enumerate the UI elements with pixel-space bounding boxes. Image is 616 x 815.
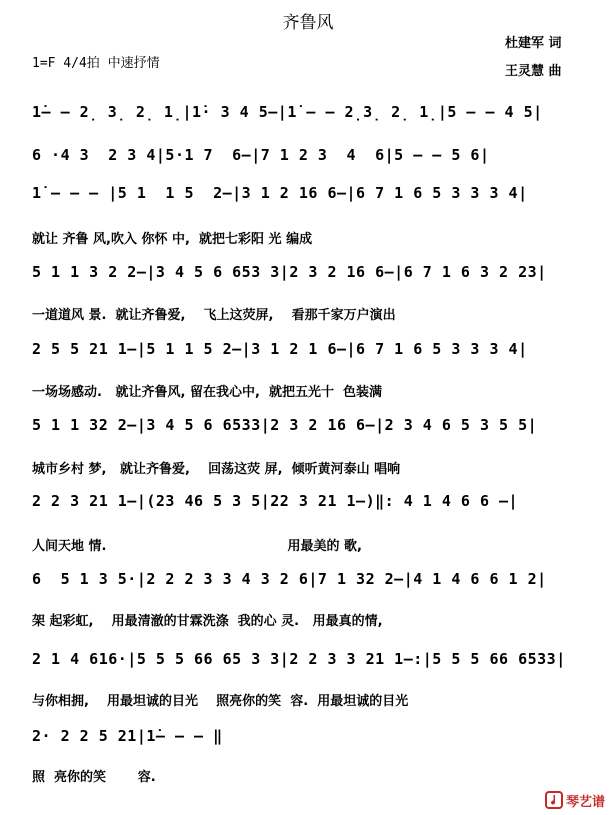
lyric-row-5: 一场场感动. 就让齐鲁风, 留在我心中, 就把五光十 色装满 (32, 385, 383, 400)
notation-row-10: 2· 2 2 5 21|1̇— — — ‖ (32, 727, 223, 745)
notation-row-6: 5 1 1 32 2—|3 4 5 6 6533|2 3 2 16 6—|2 3 4 6 5 3 5 5| (32, 416, 538, 434)
notation-row-3: 1̇ — — — |5 1 1 5 2—|3 1 2 16 6—|6 7 1 6 5 3 3 3 4| (32, 184, 528, 202)
watermark-text: 琴艺谱 (566, 794, 606, 810)
lyric-row-4: 一道道风 景. 就让齐鲁爱, 飞上这荧屏, 看那千家万户演出 (32, 308, 396, 323)
key-tempo-info: 1=F 4/4拍 中速抒情 (32, 56, 160, 71)
song-title: 齐鲁风 (282, 13, 334, 33)
lyric-row-9: 与你相拥, 用最坦诚的目光 照亮你的笑 容. 用最坦诚的目光 (32, 694, 409, 709)
lyric-row-6: 城市乡村 梦, 就让齐鲁爱, 回荡这荧 屏, 倾听黄河泰山 唱响 (32, 462, 401, 477)
notation-row-7: 2 2 3 21 1—|(23 46 5 3 5|22 3 21 1—)‖: 4 1 4 6 6 —| (32, 492, 519, 510)
music-note-icon (545, 791, 563, 809)
notation-row-8: 6 5 1 3 5·|2 2 2 3 3 4 3 2 6|7 1 32 2—|4 1 4 6 6 1 2| (32, 570, 547, 588)
lyric-row-10: 照 亮你的笑 容. (32, 770, 156, 785)
lyric-row-3: 就让 齐鲁 风,吹入 你怀 中, 就把七彩阳 光 编成 (32, 232, 313, 247)
notation-row-2: 6 ·4 3 2 3 4|5·1 7 6—|7 1 2 3 4 6|5 — — 5 6| (32, 146, 490, 164)
lyricist-credit: 杜建军 词 (505, 36, 562, 51)
watermark-logo (545, 790, 605, 810)
composer-credit: 王灵慧 曲 (505, 64, 562, 79)
lyric-row-8: 架 起彩虹, 用最清澈的甘霖洗涤 我的心 灵. 用最真的情, (32, 614, 383, 629)
notation-row-9: 2 1 4 616·|5 5 5 66 65 3 3|2 2 3 3 21 1—:|5 5 5 66 6533| (32, 650, 566, 668)
lyric-row-7: 人间天地 情. 用最美的 歌, (32, 539, 362, 554)
notation-row-5: 2 5 5 21 1—|5 1 1 5 2—|3 1 2 1 6—|6 7 1 6 5 3 3 3 4| (32, 340, 528, 358)
notation-row-1: 1̇— — 2̣ 3̣ 2̣ 1̣|1̇· 3 4 5—|1̇ — — 2̣3̣ 2̣ 1̣|5 — — 4 5| (32, 103, 543, 121)
notation-row-4: 5 1 1 3 2 2—|3 4 5 6 653 3|2 3 2 16 6—|6 7 1 6 3 2 23| (32, 263, 547, 281)
